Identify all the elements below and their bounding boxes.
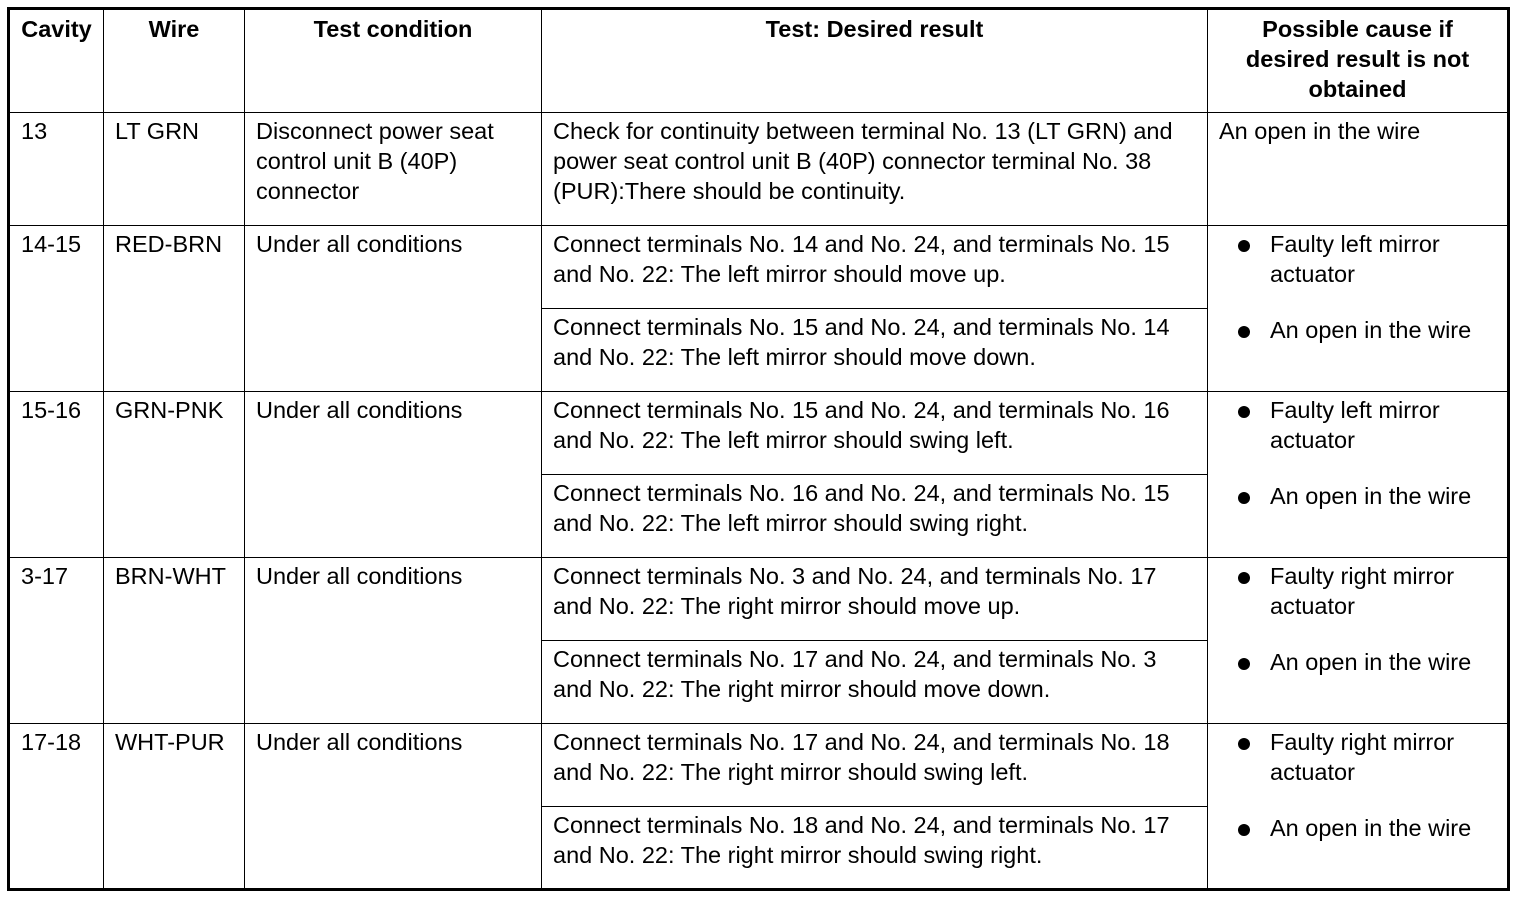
condition-cell: Under all conditions — [245, 392, 542, 558]
table-row — [9, 724, 1509, 807]
cause-item — [1219, 813, 1496, 843]
result-cell: Connect terminals No. 18 and No. 24, and terminals No. 17 and No. 22: The right mirror should swing right. — [542, 807, 1208, 890]
result-cell: Connect terminals No. 15 and No. 24, and terminals No. 14 and No. 22: The left mirror should move down. — [542, 309, 1208, 392]
cause-list — [1219, 395, 1496, 511]
table-row — [9, 558, 1509, 641]
wire-cell: RED-BRN — [104, 226, 245, 392]
header-wire: Wire — [104, 9, 245, 113]
wire-cell: BRN-WHT — [104, 558, 245, 724]
cavity-cell: 14-15 — [9, 226, 104, 392]
result-cell: Connect terminals No. 14 and No. 24, and terminals No. 15 and No. 22: The left mirror should move up. — [542, 226, 1208, 309]
result-cell: Connect terminals No. 17 and No. 24, and terminals No. 3 and No. 22: The right mirror should move down. — [542, 641, 1208, 724]
bullet-icon — [1238, 572, 1250, 584]
header-cavity: Cavity — [9, 9, 104, 113]
result-cell: Connect terminals No. 17 and No. 24, and terminals No. 18 and No. 22: The right mirror should swing left. — [542, 724, 1208, 807]
cause-text: An open in the wire — [1270, 317, 1472, 343]
cause-item — [1219, 561, 1496, 621]
condition-cell: Disconnect power seat control unit B (40P) connector — [245, 113, 542, 226]
result-cell: Check for continuity between terminal No. 13 (LT GRN) and power seat control unit B (40P) connector terminal No. 38 (PUR):There should be continuity. — [542, 113, 1208, 226]
bullet-icon — [1238, 492, 1250, 504]
cavity-cell: 13 — [9, 113, 104, 226]
header-possible-cause: Possible cause if desired result is not obtained — [1208, 9, 1509, 113]
cause-list — [1219, 561, 1496, 677]
cavity-cell: 3-17 — [9, 558, 104, 724]
condition-cell: Under all conditions — [245, 558, 542, 724]
test-table — [7, 7, 1510, 891]
condition-cell: Under all conditions — [245, 226, 542, 392]
cause-text: Faulty left mirror actuator — [1270, 231, 1440, 287]
cause-cell — [1208, 226, 1509, 392]
cause-item — [1219, 315, 1496, 345]
table-row — [9, 113, 1509, 226]
result-cell: Connect terminals No. 3 and No. 24, and terminals No. 17 and No. 22: The right mirror should move up. — [542, 558, 1208, 641]
wire-cell: GRN-PNK — [104, 392, 245, 558]
cause-cell — [1208, 724, 1509, 890]
cause-cell — [1208, 392, 1509, 558]
condition-cell: Under all conditions — [245, 724, 542, 890]
page — [7, 7, 1507, 891]
bullet-icon — [1238, 658, 1250, 670]
cause-text: Faulty right mirror actuator — [1270, 729, 1455, 785]
cause-list — [1219, 727, 1496, 843]
cause-item — [1219, 481, 1496, 511]
wire-cell: LT GRN — [104, 113, 245, 226]
result-cell: Connect terminals No. 15 and No. 24, and terminals No. 16 and No. 22: The left mirror should swing left. — [542, 392, 1208, 475]
cause-text: Faulty right mirror actuator — [1270, 563, 1455, 619]
cause-cell — [1208, 558, 1509, 724]
cause-item — [1219, 229, 1496, 289]
cause-item — [1219, 395, 1496, 455]
cause-text: An open in the wire — [1270, 815, 1472, 841]
cause-cell: An open in the wire — [1208, 113, 1509, 226]
header-row — [9, 9, 1509, 113]
bullet-icon — [1238, 824, 1250, 836]
cause-list — [1219, 229, 1496, 345]
cavity-cell: 15-16 — [9, 392, 104, 558]
bullet-icon — [1238, 406, 1250, 418]
bullet-icon — [1238, 240, 1250, 252]
bullet-icon — [1238, 738, 1250, 750]
cause-item — [1219, 727, 1496, 787]
cavity-cell: 17-18 — [9, 724, 104, 890]
wire-cell: WHT-PUR — [104, 724, 245, 890]
result-cell: Connect terminals No. 16 and No. 24, and terminals No. 15 and No. 22: The left mirror should swing right. — [542, 475, 1208, 558]
table-row — [9, 392, 1509, 475]
cause-text: Faulty left mirror actuator — [1270, 397, 1440, 453]
cause-text: An open in the wire — [1270, 483, 1472, 509]
bullet-icon — [1238, 326, 1250, 338]
cause-item — [1219, 647, 1496, 677]
cause-text: An open in the wire — [1270, 649, 1472, 675]
header-desired-result: Test: Desired result — [542, 9, 1208, 113]
table-row — [9, 226, 1509, 309]
header-test-condition: Test condition — [245, 9, 542, 113]
